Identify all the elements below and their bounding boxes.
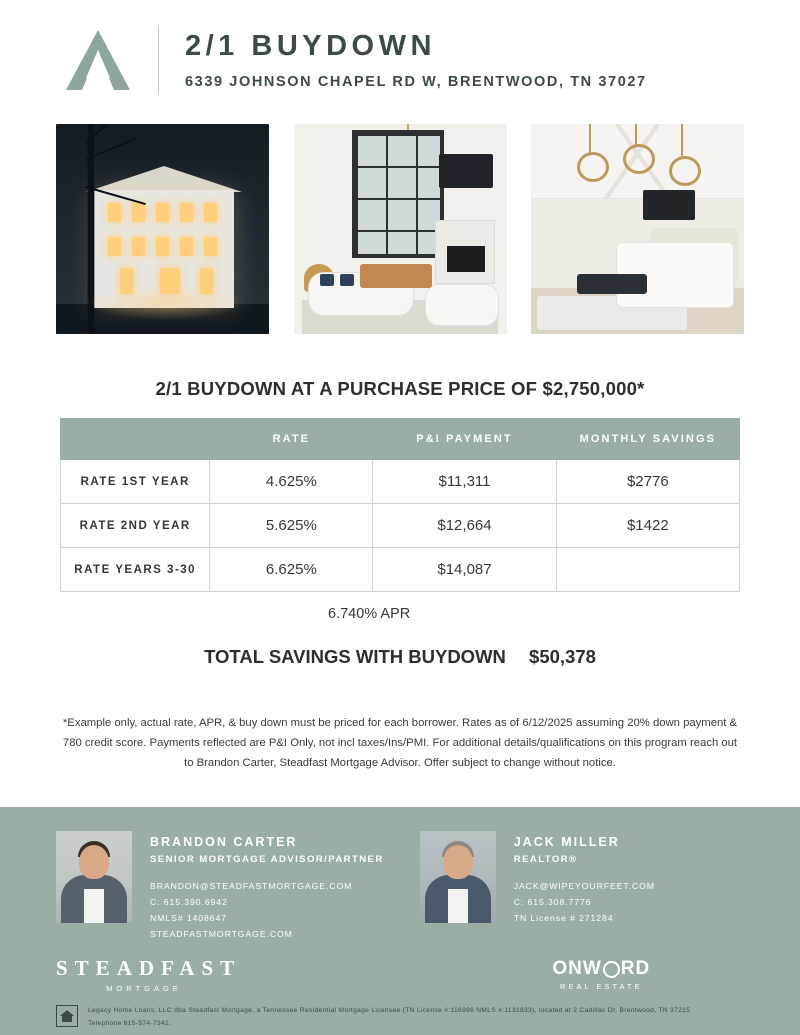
header-divider — [158, 26, 159, 94]
table-row — [61, 548, 740, 592]
row-label: RATE 1ST YEAR — [61, 460, 210, 504]
row-rate: 6.625% — [210, 548, 373, 592]
primary-bedroom-photo — [531, 124, 744, 334]
brandon-carter-headshot — [56, 831, 132, 923]
onward-real-estate-logo — [459, 958, 744, 991]
onward-word-a: ONW — [552, 958, 602, 980]
total-savings-amount: $50,378 — [529, 646, 596, 667]
row-payment: $11,311 — [373, 460, 556, 504]
rate-table — [60, 418, 740, 592]
page-footer — [0, 807, 800, 1035]
contact-phone[interactable]: C: 615.308.7776 — [513, 897, 592, 908]
contact-phone[interactable]: C: 615.390.6942 — [150, 897, 228, 908]
row-payment: $14,087 — [373, 548, 556, 592]
row-rate: 4.625% — [210, 460, 373, 504]
equal-housing-opportunity-icon — [56, 1005, 78, 1027]
contact-license: NMLS# 1408647 — [150, 913, 227, 924]
total-savings-label: TOTAL SAVINGS WITH BUYDOWN — [204, 646, 506, 667]
rate-table-wrapper — [0, 418, 800, 622]
total-savings-line — [0, 646, 800, 668]
apr-note: 6.740% APR — [328, 606, 411, 622]
onward-subtitle: REAL ESTATE — [560, 982, 643, 992]
contact-card-brandon-carter — [56, 831, 410, 942]
steadfast-subtitle: MORTGAGE — [106, 984, 182, 994]
table-header-blank — [61, 419, 210, 460]
contact-name: JACK MILLER — [513, 835, 620, 849]
page-header — [0, 0, 800, 106]
row-savings: $2776 — [556, 460, 739, 504]
contact-email[interactable]: JACK@WIPEYOURFEET.COM — [513, 881, 655, 891]
property-address: 6339 JOHNSON CHAPEL RD W, BRENTWOOD, TN 37027 — [185, 73, 647, 90]
steadfast-wordmark: STEADFAST — [56, 956, 242, 981]
contact-website[interactable]: STEADFASTMORTGAGE.COM — [150, 929, 293, 940]
onward-wordmark — [552, 958, 650, 980]
row-savings — [556, 548, 739, 592]
exterior-night-photo — [56, 124, 269, 334]
table-header-row — [61, 419, 740, 460]
row-savings: $1422 — [556, 504, 739, 548]
contacts-row — [0, 807, 800, 942]
disclaimer-text: *Example only, actual rate, APR, & buy down must be priced for each borrower. Rates as of 6/12/2025 assuming 20% down payment & 780 credit score. Payments reflected are P&I Only, not incl taxes/Ins/PMI. For additional details/qualifications on this program reach out to Brandon Carter, Steadfast Mortgage Advisor. Offer subject to change without notice. — [62, 717, 738, 769]
legal-line-2: Telephone 615-574-7342. — [88, 1019, 172, 1027]
page-title: 2/1 BUYDOWN — [185, 30, 436, 63]
offer-title: 2/1 BUYDOWN AT A PURCHASE PRICE OF $2,750,000* — [155, 378, 645, 399]
living-room-photo — [294, 124, 507, 334]
onward-word-b: RD — [620, 958, 651, 980]
photo-gallery — [0, 106, 800, 334]
table-header-payment: P&I PAYMENT — [373, 419, 556, 460]
legal-block — [0, 993, 800, 1030]
steadfast-a-logo-icon — [60, 28, 136, 92]
row-rate: 5.625% — [210, 504, 373, 548]
table-row — [61, 460, 740, 504]
jack-miller-headshot — [420, 831, 496, 923]
contact-email[interactable]: BRANDON@STEADFASTMORTGAGE.COM — [150, 881, 353, 891]
contact-license: TN License # 271284 — [513, 913, 614, 924]
table-header-rate: RATE — [210, 419, 373, 460]
row-label: RATE YEARS 3-30 — [61, 548, 210, 592]
footer-logos-row — [0, 942, 800, 993]
contact-card-jack-miller — [420, 831, 744, 942]
steadfast-mortgage-logo — [56, 956, 399, 993]
contact-name: BRANDON CARTER — [150, 835, 298, 849]
contact-role: REALTOR® — [513, 854, 578, 865]
onward-circle-icon — [603, 961, 620, 978]
row-payment: $12,664 — [373, 504, 556, 548]
table-row — [61, 504, 740, 548]
contact-role: SENIOR MORTGAGE ADVISOR/PARTNER — [150, 854, 384, 865]
row-label: RATE 2ND YEAR — [61, 504, 210, 548]
legal-line-1: Legacy Home Loans, LLC dba Steadfast Mortgage, a Tennessee Residential Mortgage Licensee (TN License #:116996 NMLS #:1131833), located at 2 Cadillac Dr, Brentwood, TN 37215 — [88, 1007, 691, 1015]
table-header-savings: MONTHLY SAVINGS — [556, 419, 739, 460]
